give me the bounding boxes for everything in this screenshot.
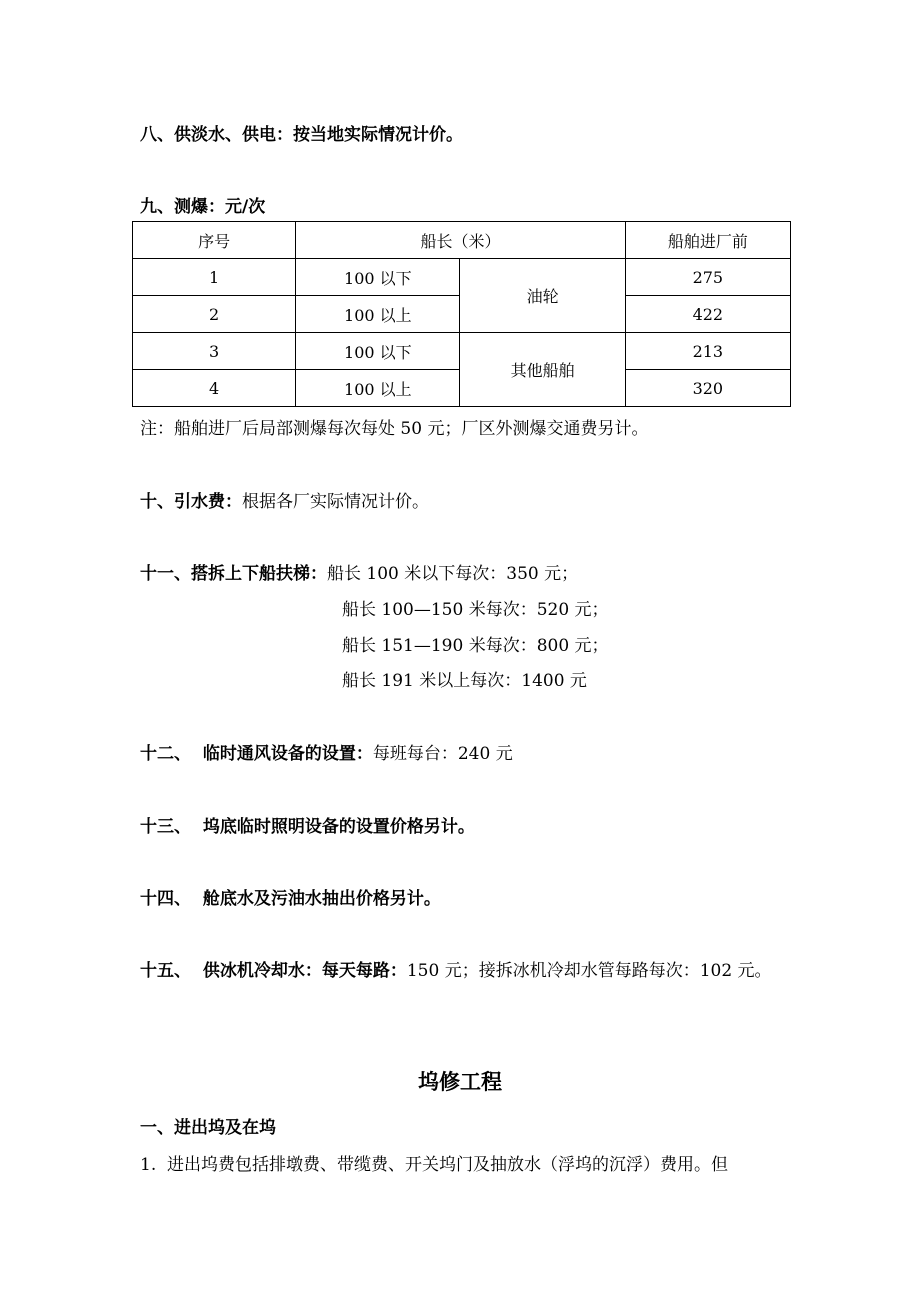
cell-seq: 3 (133, 333, 296, 370)
cell-length: 100 以上 (296, 296, 460, 333)
cell-seq: 2 (133, 296, 296, 333)
table-header-row (133, 222, 791, 259)
section-11-line: 船长 151—190 米每次：800 元； (342, 636, 609, 656)
dock-paragraph: 1. 进出坞费包括排墩费、带缆费、开关坞门及抽放水（浮坞的沉浮）费用。但 (140, 1155, 729, 1175)
cell-price: 320 (625, 370, 790, 407)
cell-length: 100 以下 (296, 333, 460, 370)
section-15 (140, 956, 772, 981)
cell-length: 100 以上 (296, 370, 460, 407)
dock-subheading: 一、进出坞及在坞 (140, 1118, 276, 1138)
header-seq: 序号 (133, 222, 296, 259)
section-13-heading: 十三、 坞底临时照明设备的设置价格另计。 (140, 817, 475, 837)
section-11-heading: 十一、搭拆上下船扶梯： (140, 564, 327, 584)
section-12-body: 每班每台：240 元 (372, 744, 513, 764)
cell-ship-type: 油轮 (460, 259, 625, 333)
section-9-heading: 九、测爆：元/次 (140, 197, 266, 217)
section-10 (140, 487, 429, 512)
blast-test-table (132, 221, 791, 407)
section-11-line: 船长 191 米以上每次：1400 元 (342, 671, 587, 691)
section-11-line: 船长 100—150 米每次：520 元； (342, 600, 609, 620)
section-10-heading: 十、引水费： (140, 492, 242, 512)
section-15-body: 150 元；接拆冰机冷却水管每路每次：102 元。 (406, 961, 772, 981)
header-ship-length: 船长（米） (296, 222, 625, 259)
cell-seq: 1 (133, 259, 296, 296)
cell-length: 100 以下 (296, 259, 460, 296)
section-15-heading: 十五、 供冰机冷却水：每天每路： (140, 961, 407, 981)
table-row (133, 333, 791, 370)
table-note: 注：船舶进厂后局部测爆每次每处 50 元；厂区外测爆交通费另计。 (140, 419, 649, 439)
section-10-body: 根据各厂实际情况计价。 (242, 492, 429, 512)
section-8-heading: 八、供淡水、供电：按当地实际情况计价。 (140, 125, 463, 145)
cell-seq: 4 (133, 370, 296, 407)
cell-price: 422 (625, 296, 790, 333)
dock-repair-title: 坞修工程 (418, 1069, 502, 1094)
section-11 (140, 559, 578, 584)
section-12 (140, 739, 513, 764)
cell-ship-type: 其他船舶 (460, 333, 625, 407)
header-before-entry: 船舶进厂前 (625, 222, 790, 259)
table-row (133, 259, 791, 296)
cell-price: 213 (625, 333, 790, 370)
cell-price: 275 (625, 259, 790, 296)
section-14-heading: 十四、 舱底水及污油水抽出价格另计。 (140, 889, 441, 909)
section-11-line: 船长 100 米以下每次：350 元； (327, 564, 579, 584)
section-12-heading: 十二、 临时通风设备的设置： (140, 744, 373, 764)
